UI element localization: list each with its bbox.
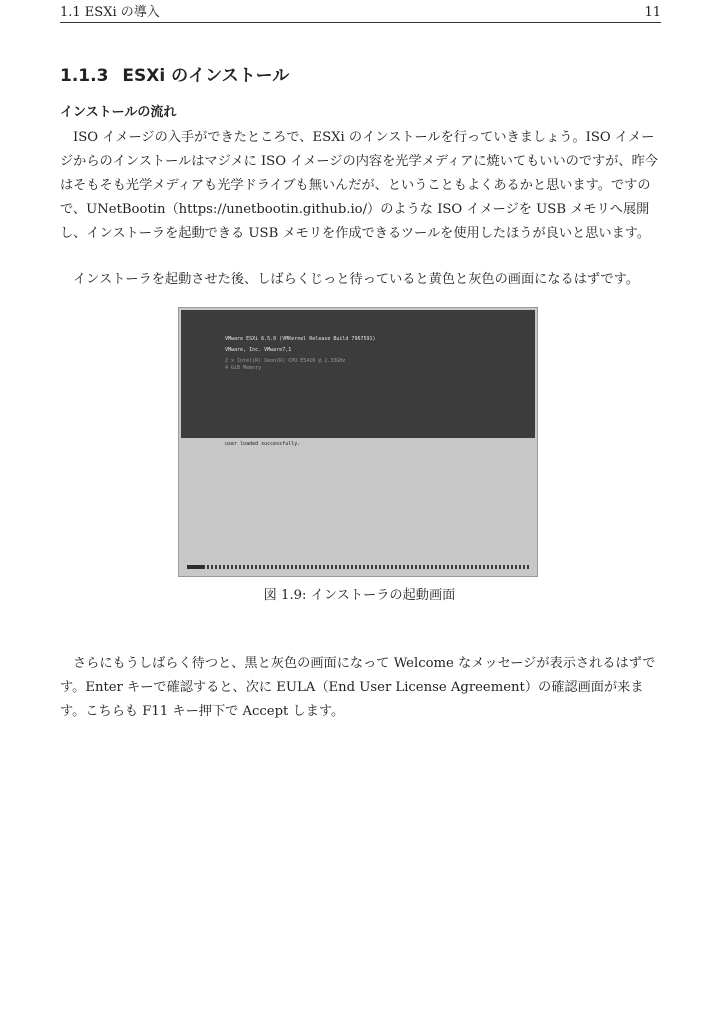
subsection-heading: インストールの流れ (60, 105, 177, 120)
header-chapter-title: 1.1 ESXi の導入 (60, 5, 160, 20)
installer-screenshot-figure (178, 307, 538, 577)
console-line-vendor: VMware, Inc. VMware7,1 (225, 347, 292, 353)
console-dark-area (181, 310, 535, 438)
paragraph-boot-text: インストーラを起動させた後、しばらくじっと待っていると黄色と灰色の画面になるはずです。 (73, 272, 640, 287)
section-number: 1.1.3 (60, 66, 109, 86)
boot-progress-bar (187, 565, 529, 569)
console-line-version: VMware ESXi 6.5.0 (VMKernel Release Build 7967591) (225, 336, 376, 342)
console-status-line: user loaded successfully. (225, 441, 301, 447)
header-page-number: 11 (644, 5, 661, 20)
figure-caption: 図 1.9: インストーラの起動画面 (263, 588, 456, 603)
paragraph-boot (60, 268, 661, 292)
paragraph-intro (60, 126, 661, 246)
installer-screen (181, 310, 535, 574)
boot-progress-fill (187, 565, 204, 569)
paragraph-intro-text: ISO イメージの入手ができたところで、ESXi のインストールを行っていきましょう。ISO イメージからのインストールはマジメに ISO イメージの内容を光学メディアに焼いてもいいのですが、昨今はそもそも光学メディアも光学ドライブも無いんだが、ということもよくあるかと思います。ですので、UNetBootin（https://unetbootin.github.io/）のような ISO イメージを USB メモリへ展開し、インストーラを起動できる USB メモリを作成できるツールを使用したほうが良いと思います。 (60, 130, 658, 241)
console-line-memory: 4 GiB Memory (225, 365, 262, 371)
running-header (60, 4, 661, 23)
paragraph-welcome-text: さらにもうしばらく待つと、黒と灰色の画面になって Welcome なメッセージが表示されるはずです。Enter キーで確認すると、次に EULA（End User License Agreement）の確認画面が来ます。こちらも F11 キー押下で Accept します。 (60, 656, 656, 719)
section-title: ESXi のインストール (122, 66, 290, 86)
paragraph-welcome (60, 652, 661, 724)
console-line-cpu: 2 x Intel(R) Xeon(R) CPU E5410 @ 2.33GHz (225, 358, 346, 364)
section-heading (60, 64, 289, 88)
